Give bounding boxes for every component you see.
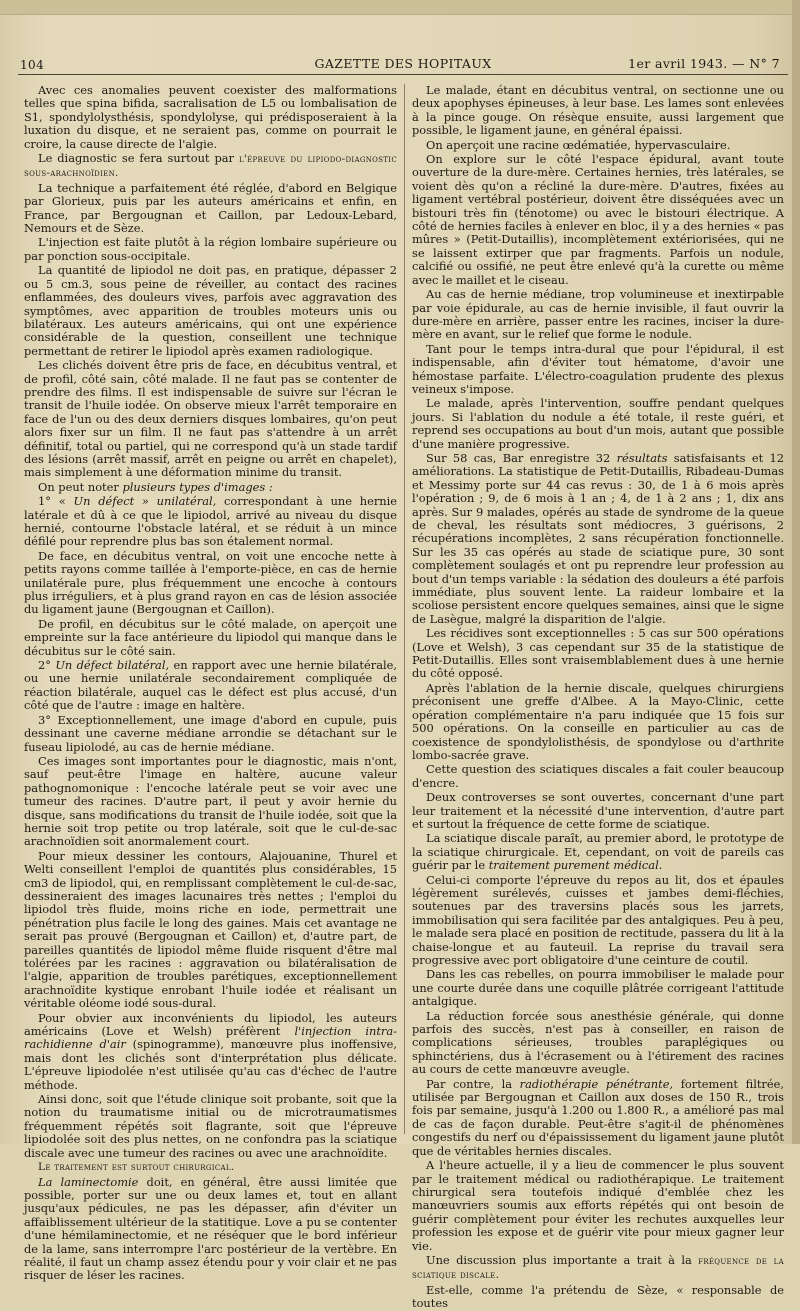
italic-run: traitement purement médical. <box>488 858 663 873</box>
paragraph: Cette question des sciatiques discales a fait couler beaucoup d'encre. <box>412 762 784 790</box>
paragraph: La réduction forcée sous anesthésie générale, qui donne parfois des succès, n'est pas à conseiller, en raison de complications sérieuses, troubles paraplégiques ou sphinctériens, dus à l'écrasement ou à l'étirement des racines au cours de cette manœuvre aveugle. <box>412 1008 784 1077</box>
paragraph <box>412 1078 784 1158</box>
text-run: 1° « <box>38 494 74 509</box>
paragraph <box>24 495 397 549</box>
italic-run: l'injection intra-rachidienne d'air <box>24 1024 398 1052</box>
text-run: Pour obvier aux inconvénients du lipiodol, les auteurs américains (Love et Welsh) préfèrent <box>24 1010 397 1039</box>
page-top-edge <box>0 0 800 15</box>
text-run: fortement filtrée, utilisée par Bergougnan et Caillon aux doses de 150 R., trois fois par semaine, jusqu'à 1.200 ou 1.800 R., a amélioré pas mal de cas de façon durable. Peut-être s'agit-il de phénomènes congestifs du nerf ou d'épaississement du ligament jaune plutôt que de véritables hernies discales. <box>412 1076 784 1158</box>
section-heading-frequence: fréquence de la sciatique discale. <box>412 1254 784 1282</box>
text-run: doit, en général, être aussi limitée que possible, porter sur une ou deux lames et, tout en allant jusqu'aux pédicules, ne pas les dépasser, afin d'éviter un affaiblissement ultérieur de la statitique. Love a pu se contenter d'une hémilaminectomie, et ne réséquer que le bord inférieur de la lame, sans interrompre l'arc postérieur de la vertèbre. En réalité, il faut un champ assez étendu pour y voir clair et ne pas risquer de léser les racines. <box>24 1174 397 1283</box>
paragraph <box>24 481 397 494</box>
journal-title: GAZETTE DES HOPITAUX <box>314 56 492 71</box>
issue-date: 1er avril 1943. — N° 7 <box>628 56 780 71</box>
paragraph: Après l'ablation de la hernie discale, quelques chirurgiens préconisent une greffe d'Albee. A la Mayo-Clinic, cette opération complémentaire n'a paru indiquée que 15 fois sur 500 opérations. On la conseille en particulier au cas de coexistence de spondylolisthésis, de spondylose ou d'arthrite lombo-sacrée grave. <box>412 680 784 762</box>
page-right-edge <box>792 0 800 1144</box>
paragraph: De profil, en décubitus sur le côté malade, on aperçoit une empreinte sur la face antérieure du lipiodol qui manque dans le décubitus sur le côté sain. <box>24 616 397 658</box>
italic-run: Un défect bilatéral, <box>55 658 170 673</box>
text-run: Par contre, la <box>426 1076 520 1091</box>
paragraph: Au cas de hernie médiane, trop volumineuse et inextirpable par voie épidurale, au cas de hernie invisible, il faut ouvrir la dure-mère en arrière, passer entre les racines, inciser la dure-mère en avant, sur le relief que forme le nodule. <box>412 287 784 342</box>
paragraph: 3° Exceptionnellement, une image d'abord en cupule, puis dessinant une caverne médiane arrondie se détachant sur le fuseau lipiolodé, au cas de hernie médiane. <box>24 712 397 754</box>
paragraph: De face, en décubitus ventral, on voit une encoche nette à petits rayons comme taillée à l'emporte-pièce, en cas de hernie unilatérale pure, plus fréquemment une encoche à contours plus irréguliers, et à plus grand rayon en cas de lésion associée du ligament jaune (Bergougnan et Caillon). <box>24 548 397 617</box>
running-header <box>20 52 786 74</box>
text-run: Une discussion plus importante a trait à la <box>426 1252 699 1267</box>
paragraph: La quantité de lipiodol ne doit pas, en pratique, dépasser 2 ou 5 cm.3, sous peine de réveiller, au contact des racines enflammées, des douleurs vives, parfois avec aggravation des symptômes, avec apparition de troubles moteurs unis ou bilatéraux. Les auteurs américains, qui ont une expérience considérable de la question, conseillent une technique permettant de retirer le lipiodol après examen radiologique. <box>24 263 397 358</box>
paragraph: Les clichés doivent être pris de face, en décubitus ventral, et de profil, côté sain, côté malade. Il ne faut pas se contenter de prendre des films. Il est indispensable de suivre sur l'écran le transit de l'huile iodée. On observe mieux l'arrêt temporaire en face de l'un ou des deux derniers disques lombaires, qu'on peut alors fixer sur un film. Il ne faut pas s'attendre à un arrêt définitif, total ou partiel, qui ne correspond qu'à un stade tardif des lésions (arrêt massif, arrêt en peigne ou arrêt en chapelet), mais simplement à une déformation minime du transit. <box>24 358 397 480</box>
paragraph <box>24 1012 397 1092</box>
paragraph <box>24 659 397 713</box>
paragraph: Le malade, étant en décubitus ventral, on sectionne une ou deux apophyses épineuses, à leur base. Les lames sont enlevées à la pince gouge. On résèque ensuite, aussi largement que possible, le ligament jaune, en général épaissi. <box>412 83 784 138</box>
paragraph: Les récidives sont exceptionnelles : 5 cas sur 500 opérations (Love et Welsh), 3 cas cependant sur 35 de la statistique de Petit-Dutaillis. Elles sont vraisemblablement dues à une hernie du côté opposé. <box>412 626 784 681</box>
paragraph: Dans les cas rebelles, on pourra immobiliser le malade pour une courte durée dans une coquille plâtrée corrigeant l'attitude antalgique. <box>412 967 784 1009</box>
italic-run: Un défect » unilatéral, <box>73 494 217 509</box>
text-run: Sur 58 cas, Bar enregistre 32 <box>426 450 617 465</box>
paragraph: Est-elle, comme l'a prétendu de Sèze, « responsable de toutes <box>412 1282 784 1311</box>
paragraph <box>412 832 784 872</box>
paragraph: Le malade, après l'intervention, souffre pendant quelques jours. Si l'ablation du nodule a été totale, il reste guéri, et reprend ses occupations au bout d'un mois, autant que possible d'une manière progressive. <box>412 396 784 451</box>
paragraph: L'injection est faite plutôt à la région lombaire supérieure ou par ponction sous-occipitale. <box>24 235 397 263</box>
italic-run: radiothérapie pénétrante, <box>519 1076 674 1091</box>
text-run: La sciatique discale paraît, au premier abord, le prototype de la sciatique chirurgicale. Et, cependant, on voit de pareils cas guérir par le <box>412 831 784 873</box>
right-column <box>412 83 784 1311</box>
paragraph: On explore sur le côté l'espace épidural, avant toute ouverture de la dure-mère. Certaines hernies, très latérales, se voient dès qu'on a récliné la dure-mère. D'autres, fixées au ligament vertébral postérieur, doivent être disséquées avec un bistouri très fin (ténotome) ou avec le bistouri électrique. A côté de hernies faciles à enlever en bloc, il y a des hernies « pas mûres » (Petit-Dutaillis), incomplètement extériorisées, qui ne se laissent extirper que par fragments. Parfois un nodule, calcifié ou ossifié, ne peut être enlevé qu'à la curette ou même avec le maillet et le ciseau. <box>412 152 784 287</box>
paragraph: A l'heure actuelle, il y a lieu de commencer le plus souvent par le traitement médical ou radiothérapique. Le traitement chirurgical sera toutefois indiqué d'emblée chez les manœuvriers soumis aux efforts répétés qui ont besoin de guérir complètement pour éviter les rechutes auxquelles leur profession les expose et de guérir vite pour mieux gagner leur vie. <box>412 1158 784 1253</box>
column-divider <box>404 84 405 1134</box>
paragraph: La technique a parfaitement été réglée, d'abord en Belgique par Glorieux, puis par les auteurs américains et enfin, en France, par Bergougnan et Caillon, par Ledoux-Lebard, Nemours et de Sèze. <box>24 180 397 236</box>
left-column <box>24 83 398 1283</box>
paragraph <box>24 152 397 181</box>
paragraph: Pour mieux dessiner les contours, Alajouanine, Thurel et Welti conseillent l'emploi de quantités plus considérables, 15 cm3 de lipiodol, qui, en remplissant complètement le cul-de-sac, dessineraient des images lacunaires très nettes ; l'emploi du lipiodol très fluide, moins riche en iode, permettrait une pénétration plus facile le long des gaines. Mais cet avantage ne serait pas prouvé (Bergougnan et Caillon) et, d'autre part, de pareilles quantités de lipiodol même fluide risquent d'être mal tolérées par les racines : aggravation ou bilatéralisation de l'algie, apparition de troubles parétiques, exceptionnellement arachnoïdite kystique enrobant l'huile iodée et réalisant un véritable oléome iodé sous-dural. <box>24 848 397 1011</box>
text-run: Le diagnostic se fera surtout par <box>38 151 239 166</box>
text-run: (spinogramme), manœuvre plus inoffensive, mais dont les clichés sont d'interprétation plus délicate. L'épreuve lipiodolée n'est utilisée qu'au cas d'échec de l'autre méthode. <box>24 1037 397 1092</box>
paragraph: Ces images sont importantes pour le diagnostic, mais n'ont, sauf peut-être l'image en haltère, aucune valeur pathognomonique : l'encoche latérale peut se voir avec une tumeur des racines. D'autre part, il peut y avoir hernie du disque, sans modifications du transit de l'huile iodée, soit que la hernie soit trop petite ou trop latérale, soit que le cul-de-sac arachnoïdien soit anormalement court. <box>24 753 397 849</box>
text-run: On peut noter <box>38 479 123 494</box>
paragraph: Avec ces anomalies peuvent coexister des malformations telles que spina bifida, sacralisation de L5 ou lombalisation de S1, spondylolysthésis, spondylolyse, qui prédisposeraient à la luxation du disque, et ne seraient pas, comme on pourrait le croire, la cause directe de l'algie. <box>24 83 397 151</box>
paragraph: Ainsi donc, soit que l'étude clinique soit probante, soit que la notion du traumatisme initial ou de microtraumatismes fréquemment répétés soit flagrante, soit que l'épreuve lipiodolée soit des plus nettes, on ne confondra pas la sciatique discale avec une tumeur des racines ou avec une arachnoïdite. <box>24 1092 397 1160</box>
section-heading-traitement: Le traitement est surtout chirurgical. <box>38 1161 235 1174</box>
paragraph <box>412 452 784 626</box>
italic-run: plusieurs types d'images : <box>122 479 273 494</box>
paragraph: Deux controverses se sont ouvertes, concernant d'une part leur traitement et la nécessité d'une intervention, d'autre part et surtout la fréquence de cette forme de sciatique. <box>412 790 784 831</box>
section-heading-lipiodo: l'épreuve du lipiodo-diagnostic sous-arachnoïdien. <box>24 153 397 180</box>
text-run: 2° <box>38 658 56 673</box>
italic-run: résultats <box>616 450 668 465</box>
italic-run: La laminectomie <box>38 1174 139 1189</box>
text-run: satisfaisants et 12 améliorations. La statistique de Petit-Dutaillis, Ribadeau-Dumas et Messimy porte sur 44 cas revus : 30, de 1 à 6 mois après l'opération ; 9, de 6 mois à 1 an ; 4, de 1 à 2 ans ; 1, dix ans après. Sur 9 malades, opérés au stade de syndrome de la queue de cheval, les résultats sont médiocres, 3 guérisons, 2 récupérations incomplètes, 2 sans récupération fonctionnelle. Sur les 35 cas opérés au stade de sciatique pure, 30 sont complètement soulagés et ont pu reprendre leur profession au bout d'un temps variable : la sédation des douleurs a été parfois immédiate, plus souvent lente. La raideur lombaire et la scoliose persistent encore quelques semaines, ainsi que le signe de Lasègue, malgré la disparition de l'algie. <box>412 450 784 626</box>
paragraph: On aperçoit une racine œdématiée, hypervasculaire. <box>426 137 731 152</box>
text-run: correspondant à une hernie latérale et dû à ce que le lipiodol, arrivé au niveau du disque hernié, contourne l'obstacle latéral, et se réduit à un mince défilé pour reprendre plus bas son étalement normal. <box>24 494 398 549</box>
paragraph: Tant pour le temps intra-dural que pour l'épidural, il est indispensable, afin d'éviter tout hématome, d'avoir une hémostase parfaite. L'électro-coagulation prudente des plexus veineux s'impose. <box>412 341 784 396</box>
paragraph <box>24 1176 397 1283</box>
paragraph <box>412 1254 784 1283</box>
paragraph: Celui-ci comporte l'épreuve du repos au lit, dos et épaules légèrement surélevés, cuisses et jambes demi-fléchies, soutenues par des traversins placés sous les jarrets, immobilisation qui sera facilitée par des antalgiques. Peu à peu, le malade sera placé en position de rectitude, passera du lit à la chaise-longue et au fauteuil. La reprise du travail sera progressive avec port obligatoire d'une ceinture de coutil. <box>412 872 784 967</box>
page-number: 104 <box>20 58 45 72</box>
header-rule <box>18 74 788 75</box>
text-run: en rapport avec une hernie bilatérale, ou une hernie unilatérale secondairement compliquée de réaction bilatérale, auquel cas le défect est plus accusé, d'un côté que de l'autre : image en haltère. <box>24 658 397 713</box>
